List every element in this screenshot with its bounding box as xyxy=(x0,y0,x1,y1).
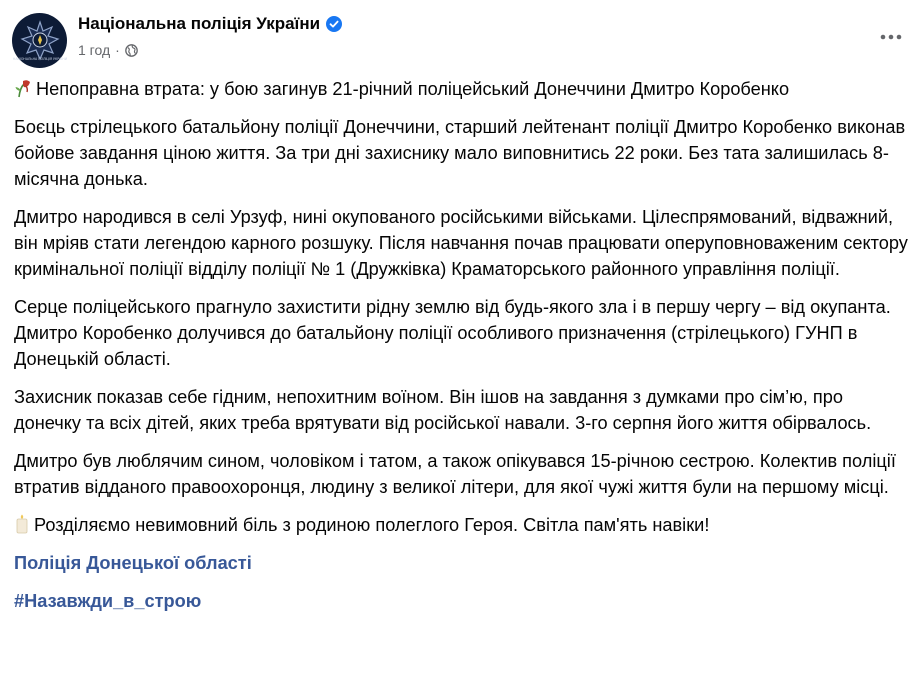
page-mention-link[interactable]: Поліція Донецької області xyxy=(14,553,252,573)
author-row xyxy=(78,14,342,34)
wilted-flower-icon xyxy=(14,78,32,98)
post-timestamp[interactable]: 1 год xyxy=(78,42,111,58)
avatar-caption: НАЦІОНАЛЬНА ПОЛІЦІЯ УКРАЇНИ xyxy=(12,56,67,61)
closing-text: Розділяємо невимовний біль з родиною полеглого Героя. Світла пам'ять навіки! xyxy=(34,515,710,535)
body-paragraph-3: Серце поліцейського прагнуло захистити рідну землю від будь-якого зла і в першу чергу – від окупанта. Дмитро Коробенко долучився до батальйону поліції особливого призначення (стрілецького) ГУНП в Донецькій області. xyxy=(14,297,891,369)
page-avatar[interactable] xyxy=(12,13,67,68)
more-options-button[interactable] xyxy=(878,24,904,50)
globe-icon[interactable] xyxy=(125,44,138,57)
meta-separator: · xyxy=(115,42,120,58)
hashtag-link[interactable]: #Назавжди_в_строю xyxy=(14,591,202,611)
post-header xyxy=(12,10,912,70)
headline-paragraph xyxy=(14,76,914,102)
body-paragraph-4: Захисник показав себе гідним, непохитним воїном. Він ішов на завдання з думками про сім’ю, про донечку та всіх дітей, яких треба врятувати від російської навали. 3-го серпня його життя обірвалось. xyxy=(14,387,872,433)
page-name-link[interactable]: Національна поліція України xyxy=(78,14,321,33)
hashtag-line xyxy=(14,588,914,614)
body-paragraph-5: Дмитро був люблячим сином, чоловіком і татом, а також опікувався 15-річною сестрою. Колектив поліції втратив відданого правоохоронця, людину з великої літери, для якої чужі життя були на першому місці. xyxy=(14,451,896,497)
candle-icon xyxy=(14,514,30,534)
verified-badge-icon xyxy=(326,16,342,32)
headline-text: Непоправна втрата: у бою загинув 21-річний поліцейський Донеччини Дмитро Коробенко xyxy=(36,79,790,99)
police-star-logo-icon xyxy=(12,19,67,63)
body-paragraph-2: Дмитро народився в селі Урзуф, нині окупованого російськими військами. Цілеспрямований, відважний, він мріяв стати легендою карного розшуку. Після навчання почав працювати оперуповноваженим сектору кримінальної поліції відділу поліції № 1 (Дружківка) Краматорського районного управління поліції. xyxy=(14,207,908,279)
closing-paragraph xyxy=(14,512,914,538)
body-paragraph-1: Боєць стрілецького батальйону поліції Донеччини, старший лейтенант поліції Дмитро Коробенко виконав бойове завдання ціною життя. За три дні захиснику мало виповнитись 22 роки. Без тата залишилась 8-місячна донька. xyxy=(14,117,906,189)
page-link-line xyxy=(14,550,914,576)
post-meta xyxy=(78,42,138,58)
post-body xyxy=(14,76,914,626)
more-options-icon xyxy=(880,34,902,40)
